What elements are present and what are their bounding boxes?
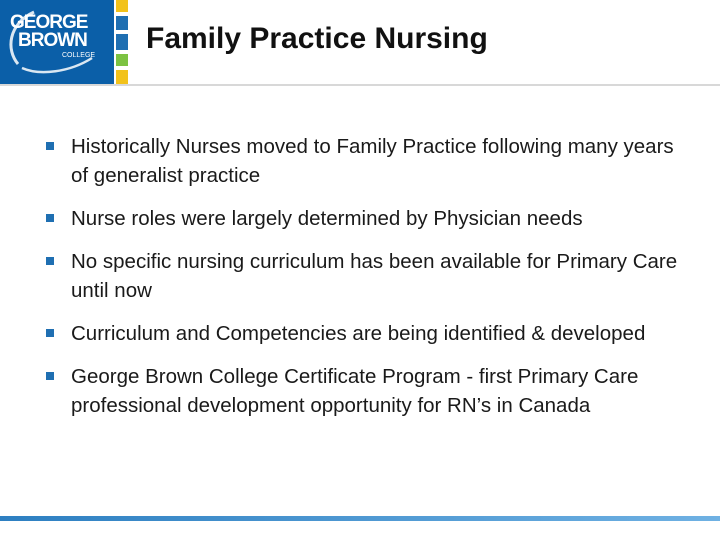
stripe-segment xyxy=(116,16,128,30)
stripe-segment xyxy=(116,34,128,50)
logo-text-college: COLLEGE xyxy=(62,52,96,59)
list-item xyxy=(46,247,696,305)
logo-text-george: GEORGE xyxy=(10,12,88,33)
list-item-text: Nurse roles were largely determined by Physician needs xyxy=(71,207,583,230)
list-item-text: Historically Nurses moved to Family Practice following many years of generalist practice xyxy=(71,135,674,187)
square-bullet-icon xyxy=(46,329,54,337)
square-bullet-icon xyxy=(46,142,54,150)
list-item xyxy=(46,132,696,190)
square-bullet-icon xyxy=(46,257,54,265)
footer-divider xyxy=(0,516,720,521)
stripe-segment xyxy=(116,70,128,84)
header-divider xyxy=(0,84,720,86)
stripe-segment xyxy=(116,0,128,12)
square-bullet-icon xyxy=(46,372,54,380)
bullet-list xyxy=(46,132,696,434)
color-stripe xyxy=(116,0,128,84)
list-item xyxy=(46,204,696,233)
slide-header xyxy=(0,0,720,84)
list-item-text: Curriculum and Competencies are being identified & developed xyxy=(71,322,646,345)
stripe-segment xyxy=(116,54,128,66)
square-bullet-icon xyxy=(46,214,54,222)
page-title: Family Practice Nursing xyxy=(146,22,488,55)
list-item xyxy=(46,319,696,348)
list-item-text: George Brown College Certificate Program - first Primary Care professional development opportunity for RN’s in Canada xyxy=(71,365,639,417)
george-brown-logo xyxy=(0,0,114,84)
list-item-text: No specific nursing curriculum has been available for Primary Care until now xyxy=(71,250,678,302)
logo-text-brown: BROWN xyxy=(18,30,87,51)
list-item xyxy=(46,362,696,420)
